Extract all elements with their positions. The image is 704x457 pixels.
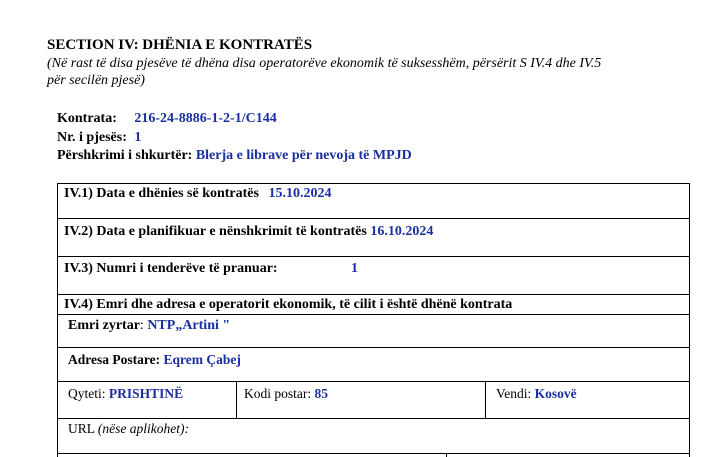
contract-number: 216-24-8886-1-2-1/C144 [134,111,277,126]
url-line [68,421,189,437]
description-value: Blerja e librave për nevoja të MPJD [195,148,412,163]
country-cell [496,386,577,402]
section-note [47,55,697,89]
iv4-label: IV.4) Emri dhe adresa e operatorit ekonomik, të cilit i është dhënë kontrata [64,297,513,312]
city-label: Qyteti: [68,386,106,401]
row-iv3 [64,261,278,277]
iv1-label: IV.1) Data e dhënies së kontratës [64,186,259,201]
iv2-date: 16.10.2024 [370,224,434,239]
official-name-value: NTP„Artini " [147,318,231,333]
country-label: Vendi: [496,386,532,401]
part-number: 1 [134,130,142,145]
official-name-line: Emri zyrtar: NTP„Artini " [68,318,231,333]
city-value: PRISHTINË [108,386,184,401]
part-line [57,130,141,146]
url-note: (nëse aplikohet): [97,421,189,436]
official-name-label: Emri zyrtar [68,318,140,333]
address-label: Adresa Postare: [68,352,161,367]
iv3-label: IV.3) Numri i tenderëve të pranuar: [64,261,278,276]
part-label: Nr. i pjesës: [57,130,127,145]
url-label: URL [68,421,95,436]
description-line [57,148,412,164]
row-iv2 [64,224,433,240]
iv1-date: 15.10.2024 [268,186,332,201]
postal-cell [244,386,328,402]
postal-value: 85 [314,386,328,401]
section-note-line1: (Në rast të disa pjesëve të dhëna disa operatorëve ekonomik të suksesshëm, përsërit S IV.4 dhe IV.5 [47,56,602,71]
address-line [68,352,241,368]
address-value: Eqrem Çabej [163,352,241,367]
section-title: SECTION IV: DHËNIA E KONTRATËS [47,37,313,53]
country-value: Kosovë [534,386,577,401]
iv3-value: 1 [351,261,358,276]
description-label: Përshkrimi i shkurtër: [57,148,193,163]
city-cell [68,386,183,402]
section-note-line2: për secilën pjesë) [47,73,145,88]
row-iv1 [64,186,331,202]
contract-label: Kontrata: [57,111,117,126]
iv2-label: IV.2) Data e planifikuar e nënshkrimit të kontratës [64,224,367,239]
postal-label: Kodi postar: [244,386,312,401]
contract-line [57,111,277,127]
